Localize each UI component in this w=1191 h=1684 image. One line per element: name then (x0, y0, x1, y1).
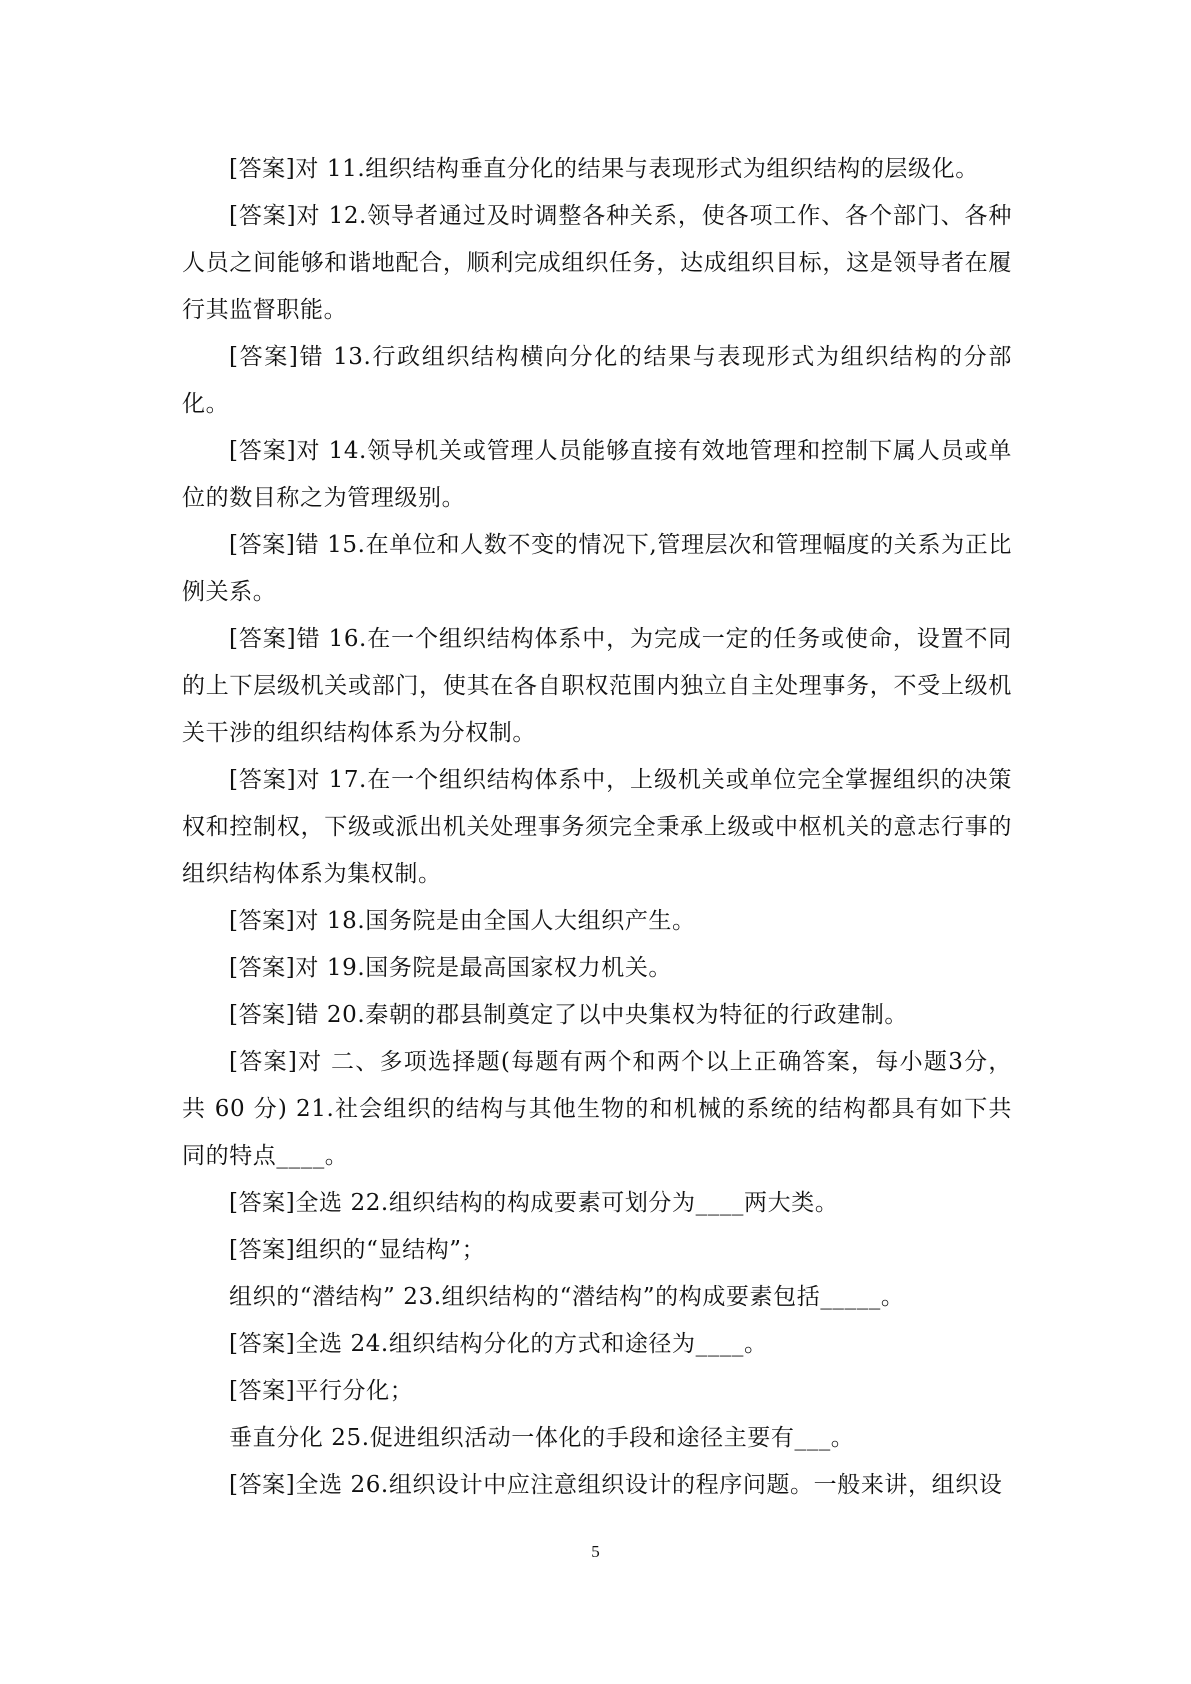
paragraph: [答案]平行分化； (229, 1378, 414, 1404)
paragraph: [答案]对 17.在一个组织结构体系中，上级机关或单位完全掌握组织的决策权和控制权，下级或派出机关处理事务须完全秉承上级或中枢机关的意志行事的组织结构体系为集权制。 (182, 767, 1012, 887)
paragraph: [答案]组织的“显结构”； (229, 1237, 486, 1263)
paragraph: 组织的“潜结构” 23.组织结构的“潜结构”的构成要素包括_____。 (229, 1284, 905, 1310)
paragraph: [答案]对 18.国务院是由全国人大组织产生。 (229, 908, 696, 934)
paragraph: [答案]全选 26.组织设计中应注意组织设计的程序问题。一般来讲，组织设 (229, 1472, 1003, 1498)
paragraph: [答案]错 16.在一个组织结构体系中，为完成一定的任务或使命，设置不同的上下层级机关或部门，使其在各自职权范围内独立自主处理事务，不受上级机关干涉的组织结构体系为分权制。 (182, 626, 1012, 746)
paragraph: [答案]全选 22.组织结构的构成要素可划分为____两大类。 (229, 1190, 839, 1216)
page-number: 5 (591, 1542, 600, 1561)
paragraph: [答案]对 19.国务院是最高国家权力机关。 (229, 955, 673, 981)
paragraph: [答案]对 12.领导者通过及时调整各种关系，使各项工作、各个部门、各种人员之间能够和谐地配合，顺利完成组织任务，达成组织目标，这是领导者在履行其监督职能。 (182, 203, 1012, 323)
paragraph: 垂直分化 25.促进组织活动一体化的手段和途径主要有___。 (229, 1425, 855, 1451)
paragraph: [答案]对 11.组织结构垂直分化的结果与表现形式为组织结构的层级化。 (229, 156, 979, 182)
paragraph: [答案]对 14.领导机关或管理人员能够直接有效地管理和控制下属人员或单位的数目称之为管理级别。 (182, 438, 1012, 511)
paragraph: [答案]对 二、多项选择题(每题有两个和两个以上正确答案，每小题3分，共 60 分) 21.社会组织的结构与其他生物的和机械的系统的结构都具有如下共同的特点____。 (182, 1049, 1012, 1169)
paragraph: [答案]错 15.在单位和人数不变的情况下,管理层次和管理幅度的关系为正比例关系。 (182, 532, 1012, 605)
paragraph: [答案]错 20.秦朝的郡县制奠定了以中央集权为特征的行政建制。 (229, 1002, 909, 1028)
document-body (182, 146, 1012, 1509)
paragraph: [答案]错 13.行政组织结构横向分化的结果与表现形式为组织结构的分部化。 (182, 344, 1012, 417)
paragraph: [答案]全选 24.组织结构分化的方式和途径为____。 (229, 1331, 768, 1357)
